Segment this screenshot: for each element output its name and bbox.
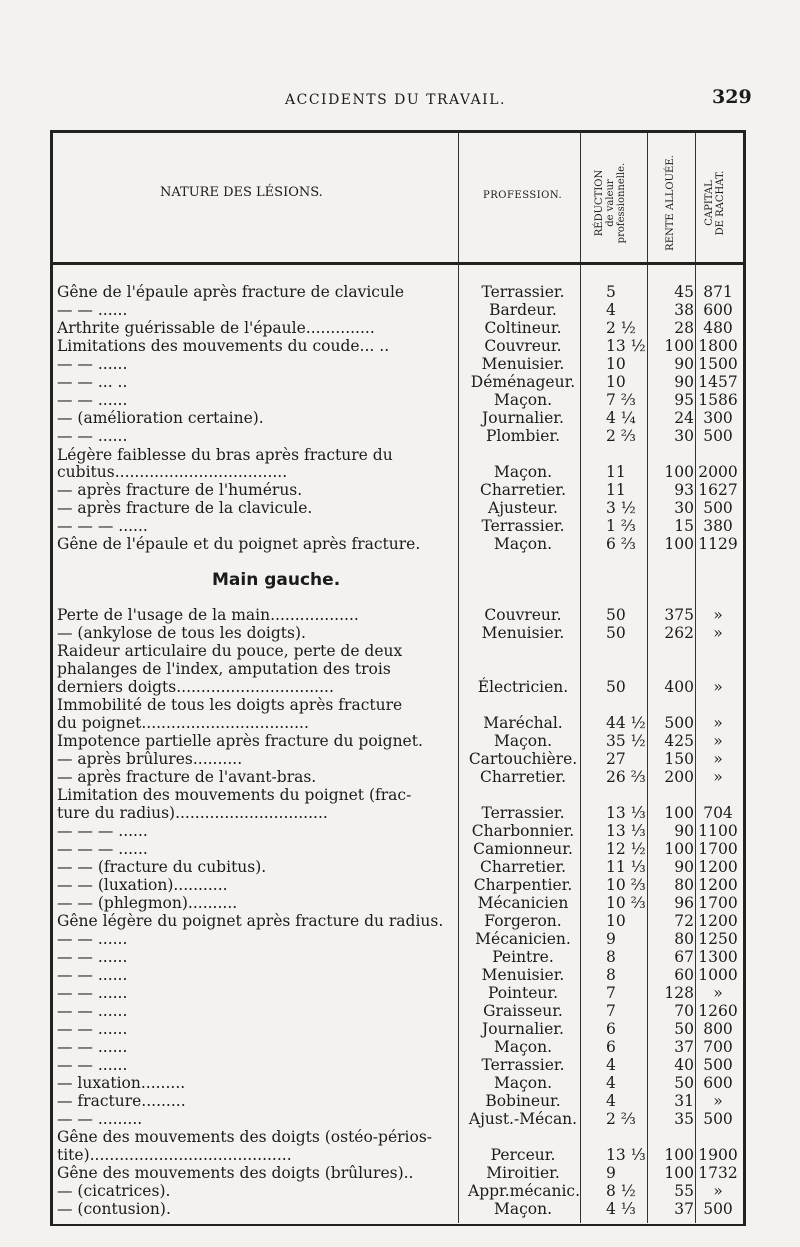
- nature-cell: — — — ......: [57, 840, 148, 858]
- profession-cell: Ajust.-Mécan.: [468, 1110, 578, 1128]
- running-title: ACCIDENTS DU TRAVAIL.: [285, 92, 506, 108]
- rente-cell: 35: [674, 1110, 694, 1128]
- rente-cell: 90: [674, 822, 694, 840]
- profession-cell: Appr.mécanic.: [468, 1182, 581, 1200]
- profession-cell: Couvreur.: [484, 337, 562, 355]
- capital-cell: »: [713, 732, 723, 750]
- profession-cell: Menuisier.: [481, 624, 565, 642]
- rente-cell: 128: [664, 984, 694, 1002]
- nature-cell: — (contusion).: [57, 1200, 171, 1218]
- table-row: [0, 768, 800, 786]
- profession-cell: Terrassier.: [481, 283, 565, 301]
- reduction-cell: 1 ⅔: [606, 517, 636, 535]
- capital-cell: 1900: [698, 1146, 738, 1164]
- nature-cell: — — ......: [57, 1056, 128, 1074]
- nature-cell: — (ankylose de tous les doigts).: [57, 624, 306, 642]
- profession-cell: Charpentier.: [473, 876, 573, 894]
- capital-cell: »: [713, 714, 723, 732]
- capital-cell: 800: [703, 1020, 733, 1038]
- reduction-cell: 26 ⅔: [606, 768, 646, 786]
- capital-cell: 1300: [698, 948, 738, 966]
- reduction-cell: 13 ½: [606, 337, 646, 355]
- reduction-cell: 11: [606, 463, 626, 481]
- reduction-cell: 8: [606, 948, 616, 966]
- profession-cell: Menuisier.: [481, 966, 565, 984]
- table-row: [0, 499, 800, 517]
- nature-cell: derniers doigts................................: [57, 678, 334, 696]
- profession-cell: Journalier.: [482, 409, 564, 427]
- profession-cell: Perceur.: [490, 1146, 556, 1164]
- rente-cell: 37: [674, 1038, 694, 1056]
- profession-cell: Terrassier.: [481, 1056, 565, 1074]
- nature-cell: — — ......: [57, 427, 128, 445]
- table-row: [0, 463, 800, 481]
- profession-cell: Charretier.: [479, 481, 567, 499]
- table-row: [0, 624, 800, 642]
- capital-cell: 1260: [698, 1002, 738, 1020]
- rente-cell: 67: [674, 948, 694, 966]
- capital-cell: 500: [703, 499, 733, 517]
- header-reduction: [594, 148, 630, 258]
- capital-cell: 380: [703, 517, 733, 535]
- reduction-cell: 5: [606, 283, 616, 301]
- table-row: [0, 319, 800, 337]
- reduction-cell: 6: [606, 1038, 616, 1056]
- reduction-cell: 13 ⅓: [606, 822, 646, 840]
- rente-cell: 150: [664, 750, 694, 768]
- header-reduction-line1: RÉDUCTION: [594, 169, 605, 237]
- nature-cell: Gêne de l'épaule et du poignet après fracture.: [57, 535, 421, 553]
- table-row: [0, 894, 800, 912]
- nature-cell: phalanges de l'index, amputation des trois: [57, 660, 391, 678]
- table-row: [0, 1128, 800, 1146]
- rente-cell: 28: [674, 319, 694, 337]
- table-row: [0, 912, 800, 930]
- capital-cell: 871: [703, 283, 733, 301]
- table-row: [0, 427, 800, 445]
- nature-cell: Légère faiblesse du bras après fracture du: [57, 446, 393, 464]
- reduction-cell: 6 ⅔: [606, 535, 636, 553]
- nature-cell: — — ... ..: [57, 373, 128, 391]
- profession-cell: Maçon.: [493, 463, 553, 481]
- rente-cell: 375: [664, 606, 694, 624]
- table-row: [0, 1020, 800, 1038]
- rente-cell: 400: [664, 678, 694, 696]
- rente-cell: 93: [674, 481, 694, 499]
- table-row: [0, 732, 800, 750]
- reduction-cell: 50: [606, 624, 626, 642]
- table-row: [0, 1164, 800, 1182]
- rente-cell: 90: [674, 373, 694, 391]
- reduction-cell: 27: [606, 750, 626, 768]
- capital-cell: 1732: [698, 1164, 738, 1182]
- reduction-cell: 50: [606, 678, 626, 696]
- capital-cell: 1200: [698, 912, 738, 930]
- nature-cell: Limitation des mouvements du poignet (frac-: [57, 786, 412, 804]
- header-profession: PROFESSION.: [483, 190, 563, 201]
- nature-cell: — — .........: [57, 1110, 143, 1128]
- table-row: [0, 1074, 800, 1092]
- profession-cell: Plombier.: [485, 427, 561, 445]
- rente-cell: 60: [674, 966, 694, 984]
- capital-cell: 1129: [698, 535, 738, 553]
- nature-cell: — — (fracture du cubitus).: [57, 858, 267, 876]
- rente-cell: 100: [664, 535, 694, 553]
- capital-cell: 500: [703, 427, 733, 445]
- capital-cell: 1500: [698, 355, 738, 373]
- rente-cell: 100: [664, 337, 694, 355]
- reduction-cell: 4 ¼: [606, 409, 636, 427]
- capital-cell: 1700: [698, 840, 738, 858]
- nature-cell: — — (luxation)...........: [57, 876, 228, 894]
- header-capital: [704, 148, 730, 258]
- reduction-cell: 9: [606, 1164, 616, 1182]
- reduction-cell: 2 ⅔: [606, 427, 636, 445]
- capital-cell: »: [713, 1182, 723, 1200]
- capital-cell: 1000: [698, 966, 738, 984]
- reduction-cell: 4: [606, 1074, 616, 1092]
- reduction-cell: 4: [606, 1056, 616, 1074]
- capital-cell: »: [713, 768, 723, 786]
- nature-cell: Limitations des mouvements du coude... ..: [57, 337, 390, 355]
- profession-cell: Maçon.: [493, 535, 553, 553]
- nature-cell: ture du radius)...............................: [57, 804, 328, 822]
- table-row: [0, 355, 800, 373]
- nature-cell: Arthrite guérissable de l'épaule..............: [57, 319, 375, 337]
- reduction-cell: 35 ½: [606, 732, 646, 750]
- profession-cell: Coltineur.: [484, 319, 562, 337]
- rente-cell: 80: [674, 876, 694, 894]
- table-row: [0, 481, 800, 499]
- table-row: [0, 409, 800, 427]
- profession-cell: Graisseur.: [483, 1002, 563, 1020]
- nature-cell: Gêne des mouvements des doigts (ostéo-périos-: [57, 1128, 433, 1146]
- rente-cell: 31: [674, 1092, 694, 1110]
- capital-cell: 500: [703, 1110, 733, 1128]
- header-capital-line1: CAPITAL: [704, 180, 715, 226]
- reduction-cell: 4: [606, 301, 616, 319]
- profession-cell: Charretier.: [479, 858, 567, 876]
- profession-cell: Couvreur.: [484, 606, 562, 624]
- nature-cell: — — ......: [57, 966, 128, 984]
- profession-cell: Mécanicien.: [475, 930, 571, 948]
- profession-cell: Maçon.: [493, 391, 553, 409]
- reduction-cell: 10: [606, 373, 626, 391]
- profession-cell: Maçon.: [493, 732, 553, 750]
- profession-cell: Cartouchière.: [468, 750, 578, 768]
- profession-cell: Maçon.: [493, 1038, 553, 1056]
- capital-cell: 1627: [698, 481, 738, 499]
- table-row: [0, 283, 800, 301]
- reduction-cell: 11: [606, 481, 626, 499]
- nature-cell: — — ......: [57, 301, 128, 319]
- capital-cell: »: [713, 984, 723, 1002]
- capital-cell: 1250: [698, 930, 738, 948]
- table-row: [0, 840, 800, 858]
- table-row: [0, 966, 800, 984]
- nature-cell: — après fracture de la clavicule.: [57, 499, 313, 517]
- rente-cell: 70: [674, 1002, 694, 1020]
- profession-cell: Pointeur.: [487, 984, 559, 1002]
- capital-cell: 700: [703, 1038, 733, 1056]
- rente-cell: 50: [674, 1074, 694, 1092]
- rente-cell: 100: [664, 804, 694, 822]
- reduction-cell: 4: [606, 1092, 616, 1110]
- reduction-cell: 11 ⅓: [606, 858, 646, 876]
- rente-cell: 95: [674, 391, 694, 409]
- capital-cell: »: [713, 750, 723, 768]
- capital-cell: 1200: [698, 876, 738, 894]
- table-row: [0, 714, 800, 732]
- profession-cell: Bobineur.: [485, 1092, 561, 1110]
- rente-cell: 24: [674, 409, 694, 427]
- nature-cell: — — ......: [57, 1038, 128, 1056]
- reduction-cell: 2 ½: [606, 319, 636, 337]
- table-row: [0, 1200, 800, 1218]
- section-title-main-gauche: Main gauche.: [212, 570, 341, 590]
- rente-cell: 90: [674, 355, 694, 373]
- reduction-cell: 9: [606, 930, 616, 948]
- header-capital-line2: DE RACHAT.: [715, 170, 726, 236]
- reduction-cell: 4 ⅓: [606, 1200, 636, 1218]
- table-row: [0, 642, 800, 660]
- capital-cell: »: [713, 678, 723, 696]
- nature-cell: — fracture.........: [57, 1092, 186, 1110]
- nature-cell: — — ......: [57, 391, 128, 409]
- table-row: [0, 696, 800, 714]
- reduction-cell: 10 ⅔: [606, 876, 646, 894]
- nature-cell: — — ......: [57, 1020, 128, 1038]
- capital-cell: 500: [703, 1200, 733, 1218]
- rente-cell: 80: [674, 930, 694, 948]
- profession-cell: Peintre.: [492, 948, 554, 966]
- reduction-cell: 10: [606, 912, 626, 930]
- nature-cell: — — ......: [57, 948, 128, 966]
- rente-cell: 55: [674, 1182, 694, 1200]
- reduction-cell: 13 ⅓: [606, 804, 646, 822]
- rente-cell: 15: [674, 517, 694, 535]
- profession-cell: Déménageur.: [470, 373, 576, 391]
- reduction-cell: 3 ½: [606, 499, 636, 517]
- capital-cell: »: [713, 624, 723, 642]
- reduction-cell: 2 ⅔: [606, 1110, 636, 1128]
- capital-cell: 1586: [698, 391, 738, 409]
- table-row: [0, 301, 800, 319]
- nature-cell: — — (phlegmon)..........: [57, 894, 238, 912]
- nature-cell: — après fracture de l'humérus.: [57, 481, 303, 499]
- table-row: [0, 786, 800, 804]
- table-row: [0, 517, 800, 535]
- nature-cell: — — — ......: [57, 822, 148, 840]
- rente-cell: 45: [674, 283, 694, 301]
- nature-cell: Immobilité de tous les doigts après fracture: [57, 696, 403, 714]
- rente-cell: 200: [664, 768, 694, 786]
- profession-cell: Maçon.: [493, 1074, 553, 1092]
- capital-cell: 300: [703, 409, 733, 427]
- profession-cell: Camionneur.: [473, 840, 573, 858]
- nature-cell: du poignet..................................: [57, 714, 309, 732]
- capital-cell: 600: [703, 301, 733, 319]
- table-row: [0, 678, 800, 696]
- profession-cell: Menuisier.: [481, 355, 565, 373]
- header-reduction-line2: de valeur: [605, 179, 616, 227]
- profession-cell: Mécanicien: [477, 894, 569, 912]
- capital-cell: »: [713, 606, 723, 624]
- table-row: [0, 606, 800, 624]
- reduction-cell: 7: [606, 1002, 616, 1020]
- table-row: [0, 1182, 800, 1200]
- header-rule: [53, 262, 743, 265]
- table-row: [0, 446, 800, 464]
- table-row: [0, 1038, 800, 1056]
- capital-cell: 1700: [698, 894, 738, 912]
- rente-cell: 30: [674, 499, 694, 517]
- profession-cell: Journalier.: [482, 1020, 564, 1038]
- rente-cell: 38: [674, 301, 694, 319]
- table-row: [0, 822, 800, 840]
- table-row: [0, 391, 800, 409]
- table-row: [0, 858, 800, 876]
- nature-cell: Gêne des mouvements des doigts (brûlures)..: [57, 1164, 414, 1182]
- rente-cell: 262: [664, 624, 694, 642]
- profession-cell: Électricien.: [477, 678, 569, 696]
- table-row: [0, 660, 800, 678]
- rente-cell: 100: [664, 840, 694, 858]
- profession-cell: Maréchal.: [483, 714, 563, 732]
- profession-cell: Charretier.: [479, 768, 567, 786]
- nature-cell: Gêne légère du poignet après fracture du radius.: [57, 912, 444, 930]
- reduction-cell: 8: [606, 966, 616, 984]
- capital-cell: 704: [703, 804, 733, 822]
- nature-cell: — (cicatrices).: [57, 1182, 171, 1200]
- table-row: [0, 337, 800, 355]
- table-row: [0, 930, 800, 948]
- reduction-cell: 7 ⅔: [606, 391, 636, 409]
- reduction-cell: 44 ½: [606, 714, 646, 732]
- table-row: [0, 373, 800, 391]
- profession-cell: Terrassier.: [481, 804, 565, 822]
- table-row: [0, 750, 800, 768]
- table-row: [0, 804, 800, 822]
- capital-cell: 1457: [698, 373, 738, 391]
- profession-cell: Ajusteur.: [488, 499, 558, 517]
- nature-cell: — — ......: [57, 930, 128, 948]
- reduction-cell: 12 ½: [606, 840, 646, 858]
- nature-cell: — luxation.........: [57, 1074, 186, 1092]
- reduction-cell: 7: [606, 984, 616, 1002]
- nature-cell: — — — ......: [57, 517, 148, 535]
- reduction-cell: 8 ½: [606, 1182, 636, 1200]
- rente-cell: 500: [664, 714, 694, 732]
- profession-cell: Terrassier.: [481, 517, 565, 535]
- rente-cell: 50: [674, 1020, 694, 1038]
- reduction-cell: 10: [606, 355, 626, 373]
- capital-cell: 1100: [698, 822, 738, 840]
- profession-cell: Charbonnier.: [471, 822, 575, 840]
- table-row: [0, 1092, 800, 1110]
- nature-cell: cubitus...................................: [57, 463, 288, 481]
- rente-cell: 30: [674, 427, 694, 445]
- rente-cell: 72: [674, 912, 694, 930]
- nature-cell: Impotence partielle après fracture du poignet.: [57, 732, 423, 750]
- table-row: [0, 1056, 800, 1074]
- rente-cell: 90: [674, 858, 694, 876]
- profession-cell: Bardeur.: [489, 301, 557, 319]
- reduction-cell: 13 ⅓: [606, 1146, 646, 1164]
- table-row: [0, 1146, 800, 1164]
- header-reduction-line3: professionnelle.: [616, 162, 627, 244]
- capital-cell: »: [713, 1092, 723, 1110]
- header-rente: RENTE ALLOUÉE.: [665, 155, 676, 251]
- profession-cell: Maçon.: [493, 1200, 553, 1218]
- table-row: [0, 1002, 800, 1020]
- nature-cell: Raideur articulaire du pouce, perte de deux: [57, 642, 403, 660]
- reduction-cell: 10 ⅔: [606, 894, 646, 912]
- nature-cell: Perte de l'usage de la main..................: [57, 606, 359, 624]
- rente-cell: 100: [664, 1164, 694, 1182]
- rente-cell: 100: [664, 463, 694, 481]
- table-row: [0, 1110, 800, 1128]
- capital-cell: 1800: [698, 337, 738, 355]
- rente-cell: 100: [664, 1146, 694, 1164]
- nature-cell: Gêne de l'épaule après fracture de clavicule: [57, 283, 405, 301]
- header-nature: NATURE DES LÉSIONS.: [160, 185, 323, 200]
- nature-cell: — après fracture de l'avant-bras.: [57, 768, 317, 786]
- capital-cell: 2000: [698, 463, 738, 481]
- nature-cell: tite).........................................: [57, 1146, 292, 1164]
- capital-cell: 600: [703, 1074, 733, 1092]
- profession-cell: Forgeron.: [484, 912, 562, 930]
- nature-cell: — — ......: [57, 1002, 128, 1020]
- table-row: [0, 876, 800, 894]
- nature-cell: — (amélioration certaine).: [57, 409, 264, 427]
- rente-cell: 425: [664, 732, 694, 750]
- reduction-cell: 6: [606, 1020, 616, 1038]
- nature-cell: — — ......: [57, 355, 128, 373]
- nature-cell: — — ......: [57, 984, 128, 1002]
- nature-cell: — après brûlures..........: [57, 750, 243, 768]
- reduction-cell: 50: [606, 606, 626, 624]
- table-row: [0, 535, 800, 553]
- capital-cell: 1200: [698, 858, 738, 876]
- capital-cell: 500: [703, 1056, 733, 1074]
- page-number: 329: [712, 86, 752, 108]
- table-row: [0, 984, 800, 1002]
- rente-cell: 40: [674, 1056, 694, 1074]
- table-row: [0, 948, 800, 966]
- capital-cell: 480: [703, 319, 733, 337]
- rente-cell: 37: [674, 1200, 694, 1218]
- rente-cell: 96: [674, 894, 694, 912]
- profession-cell: Miroitier.: [486, 1164, 560, 1182]
